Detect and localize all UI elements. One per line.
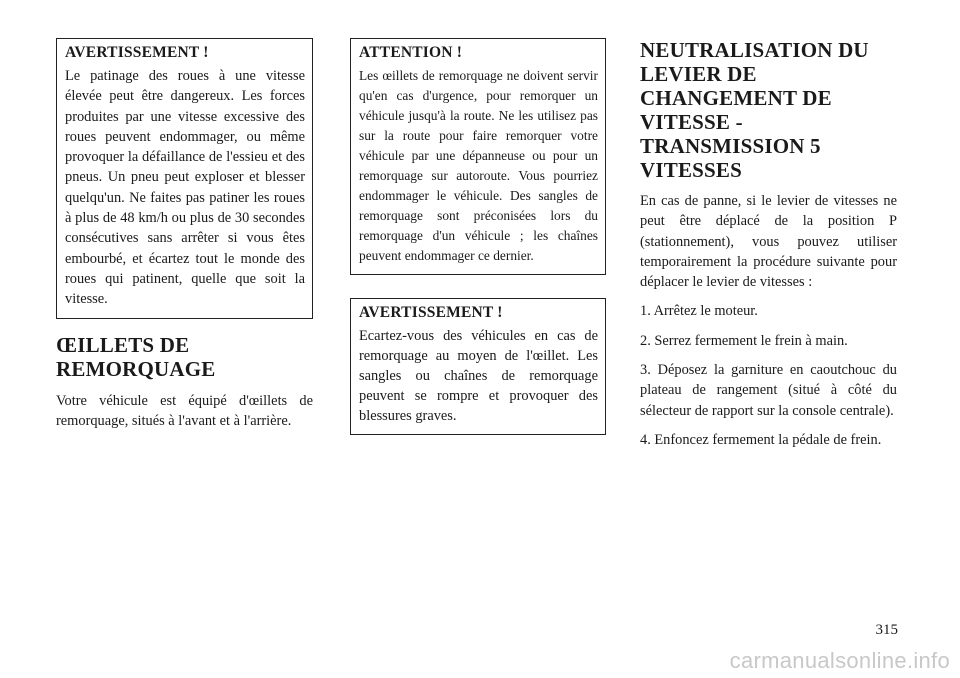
warning-title: AVERTISSEMENT ! — [65, 44, 209, 61]
warning-text: Ecartez-vous des véhicules en cas de remorquage au moyen de l'œillet. Les sangles ou chaînes de remorquage peuvent se rompre et provoquer des blessures graves. — [359, 328, 598, 424]
step-item: 1. Arrêtez le moteur. — [640, 303, 758, 320]
column-right — [640, 38, 897, 450]
page-number: 315 — [875, 622, 898, 638]
section-heading-shift-override: NEUTRALISATION DU LEVIER DE CHANGEMENT DE VITESSE - TRANSMISSION 5 VITESSES — [640, 38, 869, 182]
warning-box-tow-straps — [350, 298, 606, 435]
attention-text: Les œillets de remorquage ne doivent servir qu'en cas d'urgence, pour remorquer un véhicule jusqu'à la route. Ne les utilisez pas sur la route pour faire remorquer votre véhicule par une dépanneuse ou pour un remorquage sur autoroute. Vous pourriez endommager le véhicule. Des sangles de remorquage sont préconisées lors du remorquage d'un véhicule ; les chaînes peuvent endommager ce dernier. — [359, 68, 598, 263]
step-item: 4. Enfoncez fermement la pédale de frein. — [640, 431, 882, 448]
step-item: 3. Déposez la garniture en caoutchouc du plateau de rangement (situé à côté du sélecteur de rapport sur la console centrale). — [640, 362, 897, 419]
attention-box-tow-hooks — [350, 38, 606, 275]
step-item: 2. Serrez fermement le frein à main. — [640, 332, 848, 349]
attention-title: ATTENTION ! — [359, 44, 463, 61]
warning-text: Le patinage des roues à une vitesse élevée peut être dangereux. Les forces produites par une vitesse excessive des roues peuvent endommager, ou même provoquer la défaillance de l'essieu et des pneus. Un pneu peut exploser et blesser quelqu'un. Ne faites pas patiner les roues à plus de 48 km/h ou plus de 30 secondes consécutives sans arrêter si vous êtes embourbé, et écartez tout le monde des roues qui patinent, quelle que soit la vitesse. — [65, 68, 305, 308]
warning-box-wheel-spin — [56, 38, 313, 319]
warning-title: AVERTISSEMENT ! — [359, 304, 503, 321]
watermark-text: carmanualsonline.info — [729, 648, 950, 673]
shift-override-intro: En cas de panne, si le levier de vitesses ne peut être déplacé de la position P (stationnement), vous pouvez utiliser temporairement la procédure suivante pour déplacer le levier de vitesses : — [640, 193, 897, 291]
column-left — [56, 38, 313, 431]
tow-hooks-body: Votre véhicule est équipé d'œillets de remorquage, situés à l'avant et à l'arrière. — [56, 392, 313, 429]
section-heading-tow-hooks: ŒILLETS DE REMORQUAGE — [56, 332, 216, 381]
column-middle — [350, 38, 606, 435]
